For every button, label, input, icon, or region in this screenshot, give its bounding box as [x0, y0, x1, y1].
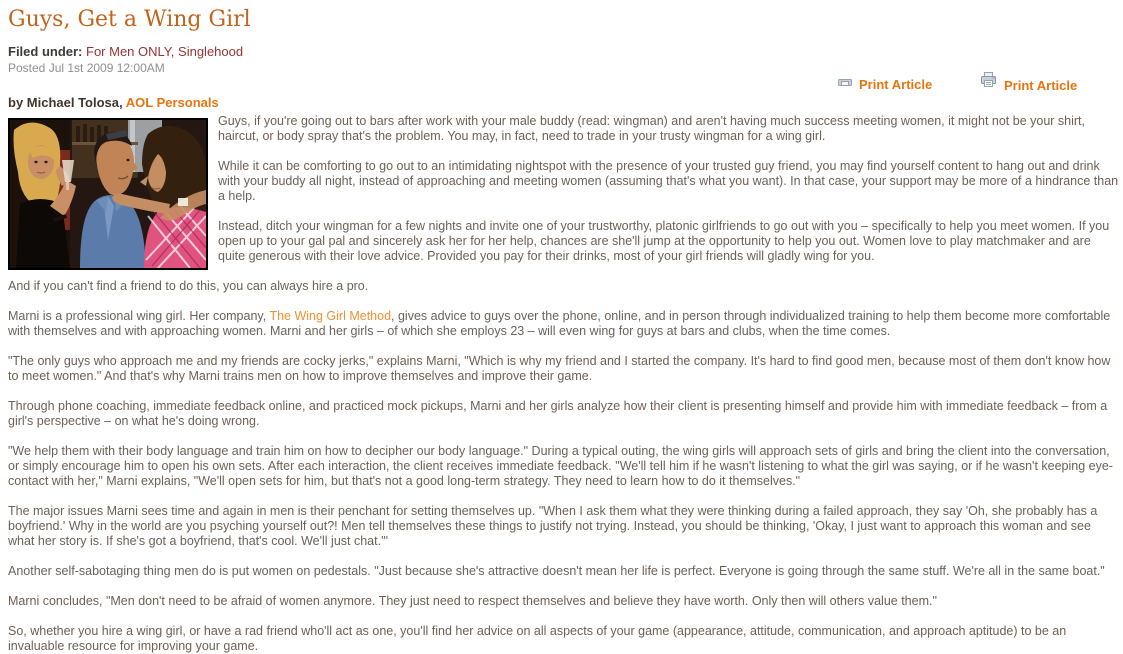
marni-paragraph-before: Marni is a professional wing girl. Her company,: [8, 309, 270, 323]
article-paragraph: "We help them with their body language and train him on how to decipher our body language." During a typical outing, the wing girls will approach sets of girls and bring the client into the conversation, or simply encourage him to open his own sets. After each interaction, the client receives immediate feedback. "We'll tell him if he wasn't listening to what the girl was saying, or if he wasn't keeping eye-contact with her," Marni explains, "We'll open sets for him, but that's not a good long-term strategy. They need to learn how to do it themselves.": [8, 444, 1113, 488]
category-separator: ,: [170, 44, 179, 59]
article-paragraph: Marni concludes, "Men don't need to be afraid of women anymore. They just need to respect themselves and believe they have worth. Only then will others value them.": [8, 594, 937, 608]
article-paragraph: Another self-sabotaging thing men do is put women on pedestals. "Just because she's attractive doesn't mean her life is perfect. Everyone is going through the same stuff. We're all in the same boat.": [8, 564, 1105, 578]
byline-author: by Michael Tolosa,: [8, 95, 126, 110]
article-photo: [8, 118, 208, 270]
marni-paragraph-after: , gives advice to guys over the phone, online, and in person through individualized training to help them become more comfortable with themselves and with approaching women. Marni and her girls – of which she employs 23 – will even wing for guys at bars and clubs, when the time comes.: [8, 309, 1111, 338]
print-article-label: Print Article: [1004, 78, 1078, 93]
category-link-singlehood[interactable]: Singlehood: [178, 44, 244, 59]
wing-girl-method-link[interactable]: The Wing Girl Method: [269, 309, 392, 323]
article-body: [8, 114, 1119, 654]
page-title: Guys, Get a Wing Girl: [8, 7, 251, 32]
article-paragraph: So, whether you hire a wing girl, or have a rad friend who'll act as one, you'll find her advice on all aspects of your game (appearance, attitude, communication, and approach aptitude) to be an invaluable resource for improving your game.: [8, 624, 1067, 653]
category-link-for-men-only[interactable]: For Men ONLY: [86, 44, 171, 59]
printer-icon: [980, 72, 997, 93]
aol-personals-link[interactable]: AOL Personals: [125, 95, 219, 110]
article-paragraph: While it can be comforting to go out to an intimidating nightspot with the presence of your trusted guy friend, you may find yourself content to hang out and drink with your buddy all night, instead of approaching and meeting women (assuming that's what you want). In that case, your support may be more of a hindrance than a help.: [218, 159, 1119, 203]
article-paragraph: Through phone coaching, immediate feedback online, and practiced mock pickups, Marni and her girls analyze how their client is presenting himself and provide him with immediate feedback – from a girl's perspective – on what he's doing wrong.: [8, 399, 1108, 428]
printer-icon: [838, 74, 852, 92]
article-paragraph: [8, 309, 1119, 339]
filed-under-row: [8, 44, 1119, 59]
print-article-link-1[interactable]: [838, 74, 932, 92]
article-paragraph: The major issues Marni sees time and again in men is their penchant for setting themselves up. "When I ask them what they were thinking during a failed approach, they say 'Oh, she probably has a boyfriend.' Why in the world are you psyching yourself out?! Men tell themselves these things to justify not trying. Instead, you should be thinking, 'Okay, I just want to approach this woman and see what her story is. If she's got a boyfriend, that's cool. We'll just chat.'": [8, 504, 1098, 548]
byline: [8, 95, 1119, 110]
article-paragraph: Guys, if you're going out to bars after work with your male buddy (read: wingman) and aren't having much success meeting women, it might not be your shirt, haircut, or body spray that's the problem. You may, in fact, need to trade in your trusty wingman for a wing girl.: [218, 114, 1085, 143]
article-paragraph: "The only guys who approach me and my friends are cocky jerks," explains Marni, "Which is why my friend and I started the company. It's hard to find good men, because most of them don't know how to meet women." And that's why Marni trains men on how to improve themselves and improve their game.: [8, 354, 1111, 383]
article-paragraph: And if you can't find a friend to do this, you can always hire a pro.: [8, 279, 369, 293]
print-article-label: Print Article: [859, 77, 933, 92]
print-article-link-2[interactable]: [980, 72, 1077, 93]
posted-date: Posted Jul 1st 2009 12:00AM: [8, 61, 165, 75]
filed-under-label: Filed under:: [8, 44, 83, 59]
article-paragraph: Instead, ditch your wingman for a few nights and invite one of your trustworthy, platonic girlfriends to go out with you – specifically to help you meet women. If you open up to your gal pal and sincerely ask her for her help, chances are she'll jump at the opportunity to help you out. Women love to play matchmaker and are quite generous with their love advice. Provided you pay for their drinks, most of your girl friends will gladly wing for you.: [218, 219, 1110, 263]
